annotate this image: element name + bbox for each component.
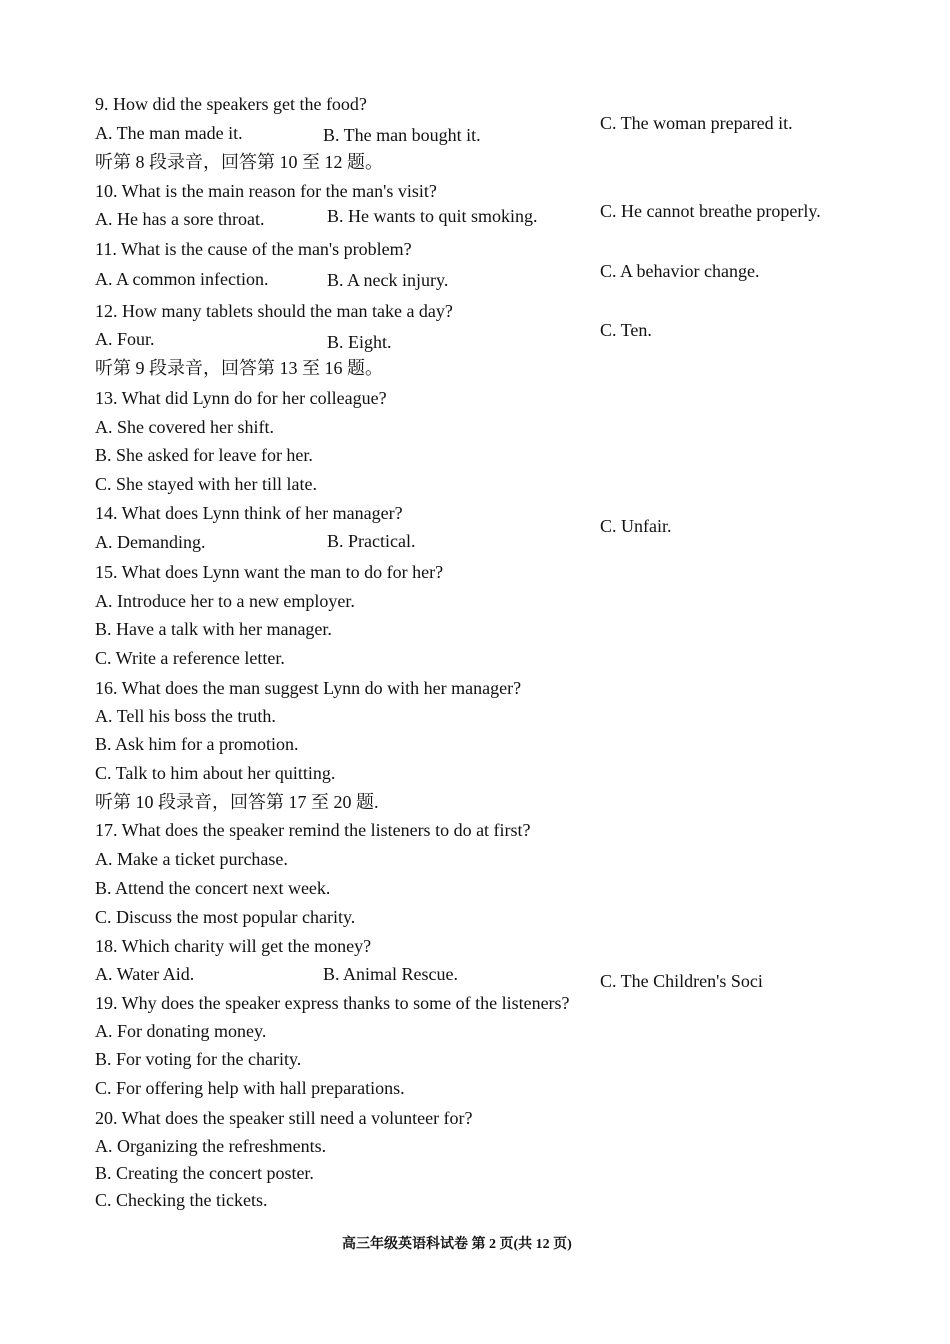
question-text: 20. What does the speaker still need a volunteer for? xyxy=(95,1108,473,1128)
answer-option: C. The woman prepared it. xyxy=(600,113,793,133)
section-instruction: 听第 10 段录音，回答第 17 至 20 题. xyxy=(95,792,379,812)
answer-option: B. A neck injury. xyxy=(327,270,449,290)
question-text: 13. What did Lynn do for her colleague? xyxy=(95,388,387,408)
answer-option: A. She covered her shift. xyxy=(95,417,274,437)
question-text: 11. What is the cause of the man's problem? xyxy=(95,239,412,259)
question-text: 12. How many tablets should the man take a day? xyxy=(95,301,453,321)
section-instruction: 听第 9 段录音，回答第 13 至 16 题。 xyxy=(95,358,383,378)
answer-option: A. Organizing the refreshments. xyxy=(95,1136,327,1156)
answer-option: B. Attend the concert next week. xyxy=(95,878,331,898)
answer-option: B. He wants to quit smoking. xyxy=(327,206,538,226)
answer-option: C. Discuss the most popular charity. xyxy=(95,907,356,927)
answer-option: A. The man made it. xyxy=(95,123,243,143)
answer-option: C. He cannot breathe properly. xyxy=(600,201,821,221)
question-text: 9. How did the speakers get the food? xyxy=(95,94,367,114)
answer-option: C. Talk to him about her quitting. xyxy=(95,763,336,783)
answer-option: C. Ten. xyxy=(600,320,652,340)
answer-option: A. Four. xyxy=(95,329,155,349)
answer-option: A. Demanding. xyxy=(95,532,206,552)
answer-option: A. Make a ticket purchase. xyxy=(95,849,288,869)
page-footer: 高三年级英语科试卷 第 2 页(共 12 页) xyxy=(342,1237,572,1252)
answer-option: B. Ask him for a promotion. xyxy=(95,734,299,754)
question-text: 14. What does Lynn think of her manager? xyxy=(95,503,403,523)
answer-option: C. A behavior change. xyxy=(600,261,760,281)
answer-option: B. Have a talk with her manager. xyxy=(95,619,332,639)
answer-option: B. The man bought it. xyxy=(323,125,481,145)
answer-option: A. Introduce her to a new employer. xyxy=(95,591,355,611)
answer-option: B. She asked for leave for her. xyxy=(95,445,313,465)
section-instruction: 听第 8 段录音，回答第 10 至 12 题。 xyxy=(95,152,383,172)
answer-option: A. He has a sore throat. xyxy=(95,209,265,229)
answer-option: B. Animal Rescue. xyxy=(323,964,458,984)
question-text: 18. Which charity will get the money? xyxy=(95,936,372,956)
question-text: 10. What is the main reason for the man's visit? xyxy=(95,181,437,201)
answer-option: B. Creating the concert poster. xyxy=(95,1163,314,1183)
question-text: 16. What does the man suggest Lynn do with her manager? xyxy=(95,678,522,698)
answer-option: A. A common infection. xyxy=(95,269,269,289)
answer-option: C. Unfair. xyxy=(600,516,672,536)
answer-option: A. Water Aid. xyxy=(95,964,195,984)
answer-option: B. Practical. xyxy=(327,531,416,551)
answer-option: A. For donating money. xyxy=(95,1021,267,1041)
answer-option: C. She stayed with her till late. xyxy=(95,474,317,494)
question-text: 19. Why does the speaker express thanks to some of the listeners? xyxy=(95,993,570,1013)
answer-option: A. Tell his boss the truth. xyxy=(95,706,276,726)
answer-option: C. For offering help with hall preparations. xyxy=(95,1078,405,1098)
question-text: 15. What does Lynn want the man to do for her? xyxy=(95,562,444,582)
question-text: 17. What does the speaker remind the listeners to do at first? xyxy=(95,820,531,840)
answer-option: C. Write a reference letter. xyxy=(95,648,285,668)
answer-option: B. Eight. xyxy=(327,332,392,352)
answer-option: B. For voting for the charity. xyxy=(95,1049,302,1069)
answer-option: C. The Children's Soci xyxy=(600,971,763,991)
answer-option: C. Checking the tickets. xyxy=(95,1190,268,1210)
